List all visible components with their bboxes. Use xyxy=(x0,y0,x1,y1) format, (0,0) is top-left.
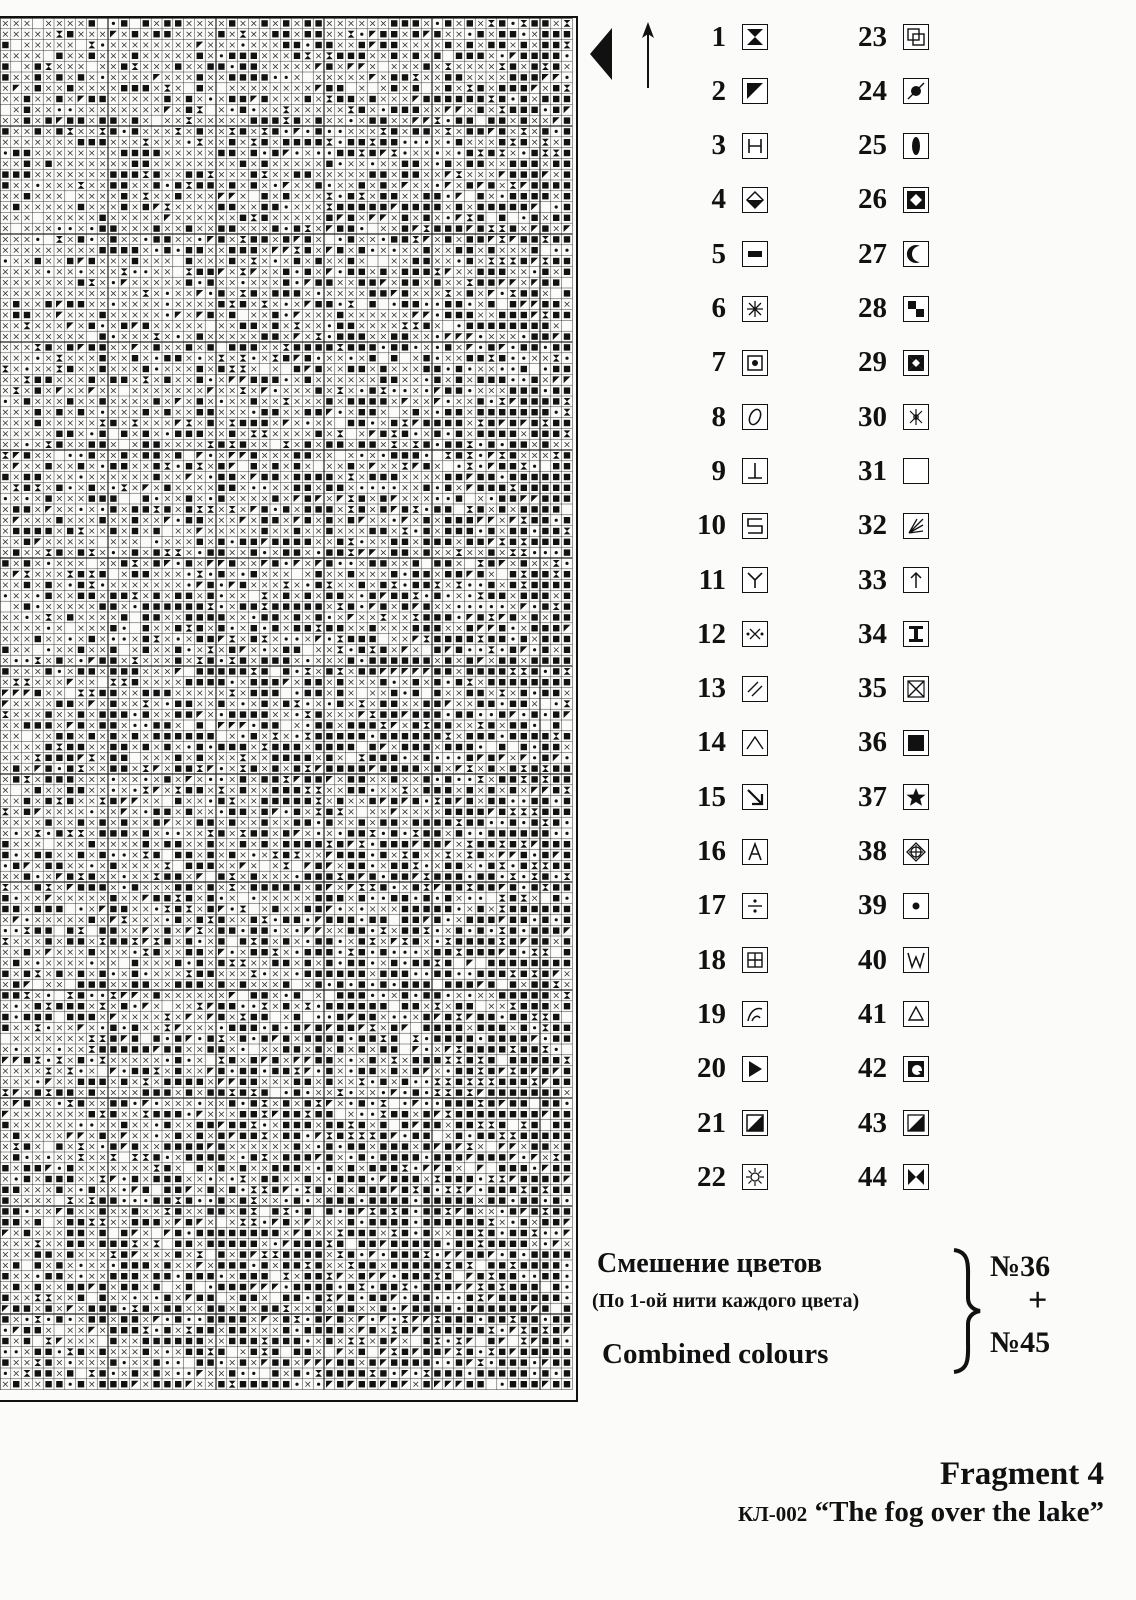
combined-colours-title-en: Combined colours xyxy=(602,1338,829,1370)
s-maze-icon xyxy=(742,513,768,539)
legend-item xyxy=(843,889,929,923)
legend-item xyxy=(843,509,929,543)
diamond-in-square-icon xyxy=(903,187,929,213)
legend-item xyxy=(682,509,768,543)
legend-number: 33 xyxy=(858,563,887,596)
up-arrow-icon xyxy=(903,567,929,593)
grid-plus-icon xyxy=(742,947,768,973)
legend-item xyxy=(843,183,929,217)
legend-number: 10 xyxy=(697,509,726,542)
legend-item xyxy=(682,20,768,54)
legend-item xyxy=(843,780,929,814)
fragment-label: Fragment 4 xyxy=(939,1456,1104,1492)
legend-number: 17 xyxy=(697,889,726,922)
legend-item xyxy=(682,292,768,326)
legend-number: 8 xyxy=(711,400,726,433)
y-letter-icon xyxy=(742,567,768,593)
legend-number: 3 xyxy=(711,129,726,162)
legend-item xyxy=(682,563,768,597)
left-pointer-marker-icon xyxy=(590,28,612,80)
divide-icon xyxy=(742,893,768,919)
crosshair-diamond-icon xyxy=(903,839,929,865)
diamond-half-icon xyxy=(742,187,768,213)
asterisk-icon xyxy=(742,296,768,322)
x-star-icon xyxy=(903,404,929,430)
legend-item xyxy=(682,1052,768,1086)
legend-number: 5 xyxy=(711,237,726,270)
legend-item xyxy=(682,74,768,108)
legend-item xyxy=(682,1106,768,1140)
legend-item xyxy=(682,1160,768,1194)
legend-number: 24 xyxy=(858,74,887,107)
legend-item xyxy=(682,943,768,977)
up-tack-icon xyxy=(742,458,768,484)
circle-slash-icon xyxy=(903,78,929,104)
legend-number: 12 xyxy=(697,617,726,650)
diagonal-half-icon xyxy=(903,1110,929,1136)
pattern-subtitle xyxy=(738,1496,1104,1529)
curly-brace-icon xyxy=(948,1246,984,1376)
up-arrow-marker-icon xyxy=(640,22,656,88)
overlap-squares-icon xyxy=(903,24,929,50)
cross-stitch-pattern-grid xyxy=(0,16,578,1402)
legend-number: 4 xyxy=(711,183,726,216)
legend-number: 21 xyxy=(697,1106,726,1139)
arrow-corner-icon xyxy=(742,784,768,810)
legend-number: 28 xyxy=(858,292,887,324)
legend-item xyxy=(682,835,768,869)
legend-number: 7 xyxy=(711,346,726,379)
legend-item xyxy=(682,183,768,217)
circle-corner-icon xyxy=(903,1056,929,1082)
combined-colour-first: №36 xyxy=(990,1250,1051,1283)
legend-item xyxy=(682,400,768,434)
star-icon xyxy=(903,784,929,810)
legend-number: 6 xyxy=(711,292,726,324)
legend-item xyxy=(843,943,929,977)
legend-number: 40 xyxy=(858,943,887,976)
legend-number: 35 xyxy=(858,672,887,705)
hourglass-icon xyxy=(742,24,768,50)
legend-item xyxy=(843,672,929,706)
combined-colour-second: №45 xyxy=(990,1326,1051,1359)
combined-colours-note-ru: (По 1-ой нити каждого цвета) xyxy=(592,1290,860,1312)
legend-number: 39 xyxy=(858,889,887,922)
legend-item xyxy=(843,292,929,326)
legend-item xyxy=(843,400,929,434)
legend-number: 43 xyxy=(858,1106,887,1139)
lens-icon xyxy=(903,133,929,159)
legend-item xyxy=(843,726,929,760)
legend-item xyxy=(682,454,768,488)
pattern-code: КЛ-002 xyxy=(737,1502,808,1526)
bar-icon xyxy=(742,241,768,267)
legend-item xyxy=(843,1106,929,1140)
zero-slash-icon xyxy=(742,404,768,430)
legend-item xyxy=(843,1160,929,1194)
legend-number: 2 xyxy=(711,74,726,107)
legend-number: 22 xyxy=(697,1160,726,1193)
legend-item xyxy=(843,617,929,651)
dot-square-icon xyxy=(742,350,768,376)
legend-item xyxy=(682,997,768,1031)
legend-number: 37 xyxy=(858,780,887,813)
h-letter-icon xyxy=(742,133,768,159)
play-triangle-icon xyxy=(742,1056,768,1082)
legend-number: 44 xyxy=(858,1160,887,1193)
combined-colour-plus: + xyxy=(1028,1282,1048,1319)
legend-number: 13 xyxy=(697,672,726,705)
legend-item xyxy=(843,237,929,271)
legend-number: 36 xyxy=(858,726,887,759)
legend-item xyxy=(843,563,929,597)
legend-item xyxy=(843,20,929,54)
legend-number: 32 xyxy=(858,509,887,542)
legend-number: 19 xyxy=(697,997,726,1030)
checker-icon xyxy=(903,296,929,322)
legend-number: 16 xyxy=(697,835,726,867)
legend-number: 42 xyxy=(858,1052,887,1085)
bowtie-vertical-icon xyxy=(903,350,929,376)
legend-item xyxy=(843,835,929,869)
legend-number: 9 xyxy=(711,454,726,487)
legend-item xyxy=(682,129,768,163)
curl-icon xyxy=(742,1001,768,1027)
double-slash-icon xyxy=(742,676,768,702)
center-dot-icon xyxy=(903,893,929,919)
caret-icon xyxy=(742,730,768,756)
pattern-title: “The fog over the lake” xyxy=(814,1496,1104,1528)
legend-number: 18 xyxy=(697,943,726,976)
legend-number: 20 xyxy=(697,1052,726,1085)
legend-number: 30 xyxy=(858,400,887,433)
legend-number: 23 xyxy=(858,20,887,53)
a-letter-icon xyxy=(742,839,768,865)
sun-icon xyxy=(742,1164,768,1190)
legend-number: 38 xyxy=(858,835,887,867)
crescent-icon xyxy=(903,241,929,267)
legend-number: 25 xyxy=(858,129,887,162)
x-dots-icon xyxy=(742,621,768,647)
legend-number: 31 xyxy=(858,454,887,487)
triangle-filled-icon xyxy=(742,78,768,104)
combined-colours-title-ru: Смешение цветов xyxy=(597,1248,822,1279)
legend-item xyxy=(843,1052,929,1086)
legend-number: 26 xyxy=(858,183,887,216)
legend-number: 34 xyxy=(858,617,887,650)
legend-number: 1 xyxy=(711,20,726,53)
legend-item xyxy=(843,129,929,163)
legend-item xyxy=(682,346,768,380)
legend-item xyxy=(682,617,768,651)
legend-item xyxy=(843,346,929,380)
solid-square-icon xyxy=(903,730,929,756)
small-triangle-icon xyxy=(903,1001,929,1027)
legend-item xyxy=(682,672,768,706)
legend-number: 11 xyxy=(698,563,726,596)
legend-number: 27 xyxy=(858,237,887,270)
legend-item xyxy=(682,726,768,760)
legend-item xyxy=(682,780,768,814)
legend-item xyxy=(843,997,929,1031)
fan-lines-icon xyxy=(903,513,929,539)
half-square-icon xyxy=(742,1110,768,1136)
empty-square-icon xyxy=(903,458,929,484)
legend-number: 15 xyxy=(697,780,726,813)
bowtie-icon xyxy=(903,1164,929,1190)
legend-number: 29 xyxy=(858,346,887,379)
x-box-icon xyxy=(903,676,929,702)
legend-number: 41 xyxy=(858,997,887,1030)
legend-item xyxy=(682,889,768,923)
w-letter-icon xyxy=(903,947,929,973)
legend-number: 14 xyxy=(697,726,726,759)
legend-item xyxy=(682,237,768,271)
legend-item xyxy=(843,74,929,108)
i-beam-icon xyxy=(903,621,929,647)
legend-item xyxy=(843,454,929,488)
